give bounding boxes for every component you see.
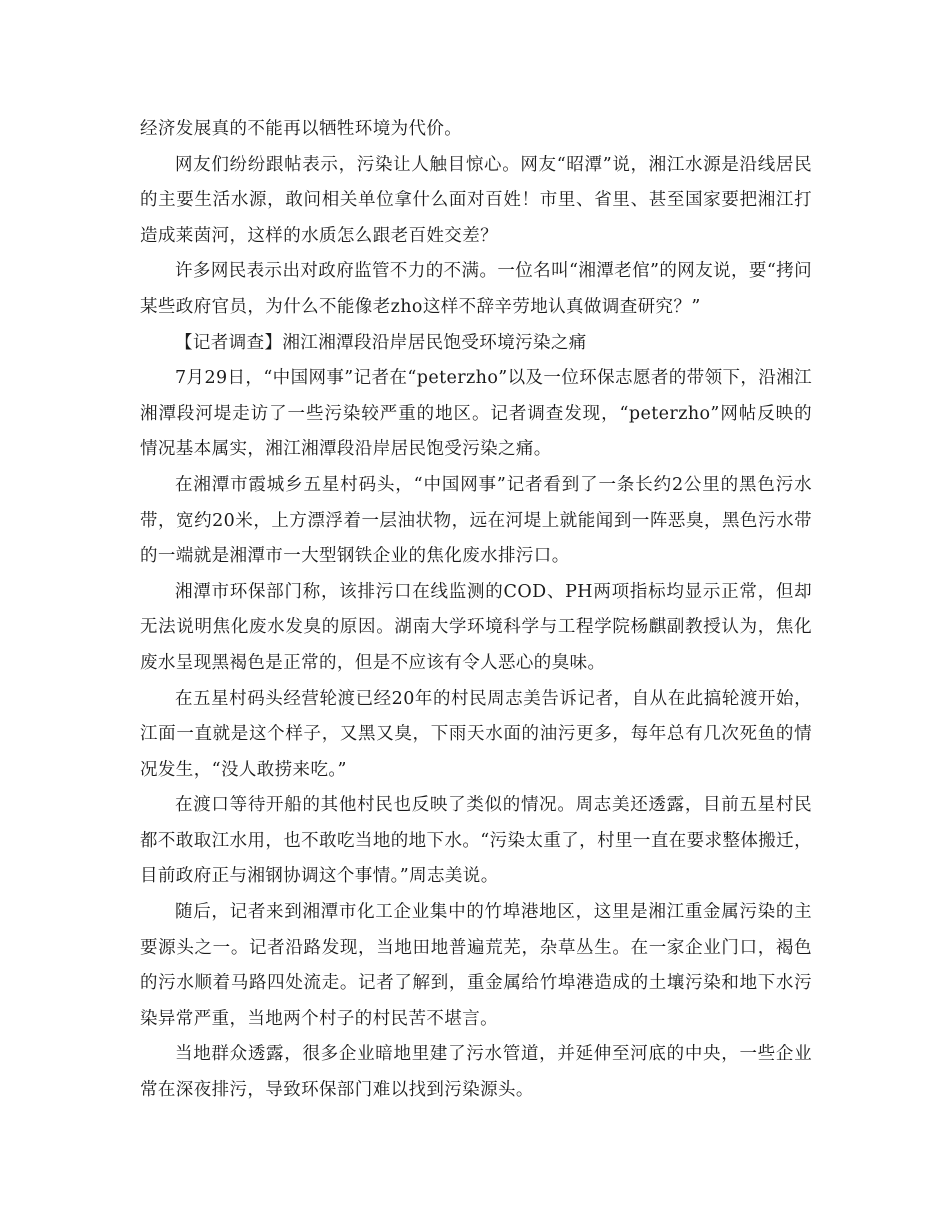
paragraph-continuation: 经济发展真的不能再以牺牲环境为代价。 — [140, 119, 463, 139]
section-heading: 【记者调查】湘江湘潭段沿岸居民饱受环境污染之痛 — [175, 332, 587, 353]
paragraph: 在五星村码头经营轮渡已经20年的村民周志美告诉记者，自从在此搞轮渡开始，江面一直就是这个样子，又黑又臭，下雨天水面的油污更多，每年总有几次死鱼的情况发生，“没人敢捞来吃。” — [140, 688, 812, 780]
article-body — [140, 112, 812, 1109]
paragraph: 随后，记者来到湘潭市化工企业集中的竹埠港地区，这里是湘江重金属污染的主要源头之一。记者沿路发现，当地田地普遍荒芜，杂草丛生。在一家企业门口，褐色的污水顺着马路四处流走。记者了解到，重金属给竹埠港造成的土壤污染和地下水污染异常严重，当地两个村子的村民苦不堪言。 — [140, 902, 812, 1029]
paragraph: 在湘潭市霞城乡五星村码头，“中国网事”记者看到了一条长约2公里的黑色污水带，宽约20米，上方漂浮着一层油状物，远在河堤上就能闻到一阵恶臭，黑色污水带的一端就是湘潭市一大型钢铁企业的焦化废水排污口。 — [140, 474, 812, 567]
paragraph: 在渡口等待开船的其他村民也反映了类似的情况。周志美还透露，目前五星村民都不敢取江水用，也不敢吃当地的地下水。“污染太重了，村里一直在要求整体搬迁，目前政府正与湘钢协调这个事情。”周志美说。 — [140, 795, 812, 887]
paragraph: 网友们纷纷跟帖表示，污染让人触目惊心。网友“昭潭”说，湘江水源是沿线居民的主要生活水源，敢问相关单位拿什么面对百姓！市里、省里、甚至国家要把湘江打造成莱茵河，这样的水质怎么跟老百姓交差？ — [140, 154, 812, 246]
paragraph: 当地群众透露，很多企业暗地里建了污水管道，并延伸至河底的中央，一些企业常在深夜排污，导致环保部门难以找到污染源头。 — [140, 1044, 812, 1101]
paragraph: 7月29日，“中国网事”记者在“peterzho”以及一位环保志愿者的带领下，沿湘江湘潭段河堤走访了一些污染较严重的地区。记者调查发现，“peterzho”网帖反映的情况基本属实，湘江湘潭段沿岸居民饱受污染之痛。 — [140, 368, 812, 460]
paragraph: 许多网民表示出对政府监管不力的不满。一位名叫“湘潭老倌”的网友说，要“拷问某些政府官员，为什么不能像老zho这样不辞辛劳地认真做调查研究？” — [140, 261, 812, 317]
paragraph: 湘潭市环保部门称，该排污口在线监测的COD、PH两项指标均显示正常，但却无法说明焦化废水发臭的原因。湖南大学环境科学与工程学院杨麒副教授认为，焦化废水呈现黑褐色是正常的，但是不应该有令人恶心的臭味。 — [140, 581, 812, 673]
